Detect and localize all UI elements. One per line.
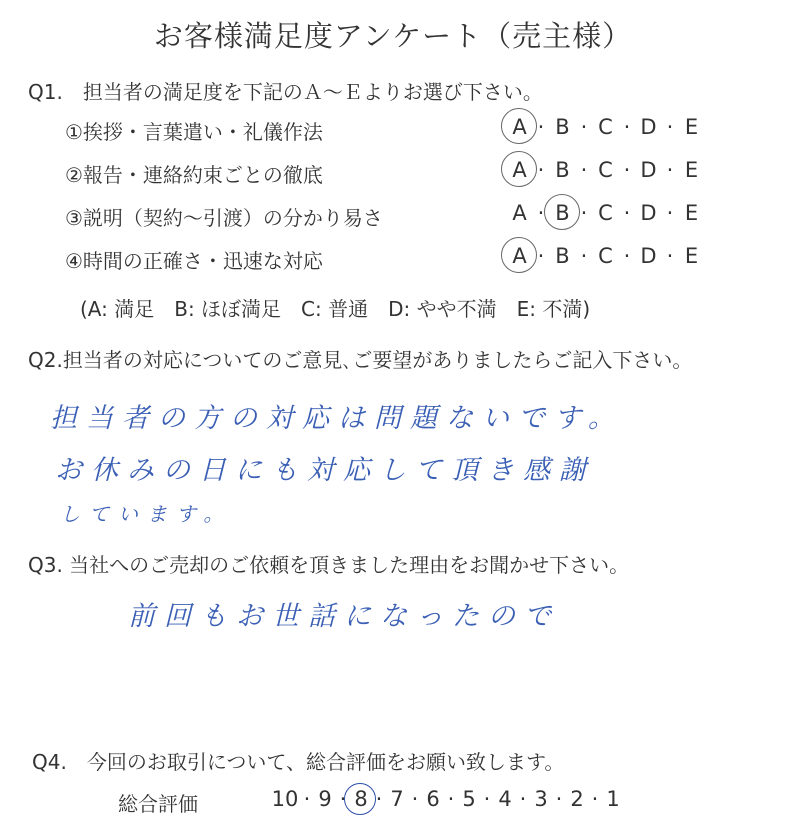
separator: · — [537, 115, 545, 139]
rating-option-e[interactable]: E — [684, 115, 699, 139]
rating-option-a[interactable]: A — [512, 201, 527, 225]
score-option-6[interactable]: 6 — [426, 787, 440, 811]
q2-answer-line-3: しています。 — [60, 502, 233, 526]
q2-question: Q2.担当者の対応についてのご意見､ご要望がありましたらご記入下さい。 — [28, 348, 693, 372]
rating-option-b[interactable]: B — [553, 201, 572, 225]
score-option-1[interactable]: 1 — [606, 787, 620, 811]
q1-item-label: ①挨拶・言葉遣い・礼儀作法 — [65, 120, 323, 144]
rating-option-c[interactable]: C — [598, 244, 613, 268]
separator: · — [375, 787, 383, 811]
q4-question: Q4. 今回のお取引について、総合評価をお願い致します。 — [32, 750, 565, 774]
q3-question: Q3. 当社へのご売却のご依頼を頂きました理由をお聞かせ下さい。 — [28, 553, 630, 577]
q1-item-label: ④時間の正確さ・迅速な対応 — [65, 249, 323, 273]
separator: · — [580, 244, 588, 268]
separator: · — [623, 115, 631, 139]
separator: · — [537, 158, 545, 182]
separator: · — [483, 787, 491, 811]
separator: · — [303, 787, 311, 811]
separator: · — [519, 787, 527, 811]
score-option-7[interactable]: 7 — [390, 787, 404, 811]
score-option-2[interactable]: 2 — [570, 787, 584, 811]
separator: · — [537, 244, 545, 268]
score-option-3[interactable]: 3 — [534, 787, 548, 811]
score-options — [270, 787, 624, 811]
rating-option-a[interactable]: A — [510, 244, 529, 268]
separator: · — [666, 158, 674, 182]
separator: · — [537, 201, 545, 225]
rating-option-b[interactable]: B — [555, 244, 570, 268]
score-option-9[interactable]: 9 — [318, 787, 332, 811]
rating-option-c[interactable]: C — [598, 115, 613, 139]
separator: · — [591, 787, 599, 811]
q1-item-label: ②報告・連絡約束ごとの徹底 — [65, 163, 323, 187]
score-option-10[interactable]: 10 — [271, 787, 299, 811]
q1-rating — [510, 115, 701, 139]
rating-option-e[interactable]: E — [684, 244, 699, 268]
rating-option-b[interactable]: B — [555, 158, 570, 182]
q1-rating — [510, 244, 701, 268]
rating-option-d[interactable]: D — [640, 115, 657, 139]
rating-option-a[interactable]: A — [510, 115, 529, 139]
q2-answer-line-1: 担当者の方の対応は問題ないです。 — [50, 403, 624, 434]
rating-option-c[interactable]: C — [598, 201, 613, 225]
separator: · — [339, 787, 347, 811]
rating-option-c[interactable]: C — [598, 158, 613, 182]
rating-option-d[interactable]: D — [640, 244, 657, 268]
separator: · — [555, 787, 563, 811]
page-title: お客様満足度アンケート（売主様） — [153, 19, 633, 53]
q1-rating — [510, 201, 701, 225]
q3-answer: 前回もお世話になったので — [128, 601, 560, 632]
separator: · — [580, 201, 588, 225]
q4-label: 総合評価 — [118, 792, 198, 816]
separator: · — [666, 201, 674, 225]
score-option-4[interactable]: 4 — [498, 787, 512, 811]
separator: · — [580, 158, 588, 182]
separator: · — [623, 158, 631, 182]
q1-rating — [510, 158, 701, 182]
separator: · — [623, 201, 631, 225]
rating-option-a[interactable]: A — [510, 158, 529, 182]
rating-option-d[interactable]: D — [640, 158, 657, 182]
rating-option-b[interactable]: B — [555, 115, 570, 139]
rating-option-d[interactable]: D — [640, 201, 657, 225]
score-option-8[interactable]: 8 — [350, 787, 372, 811]
q2-answer-line-2: お休みの日にも対応して頂き感謝 — [55, 455, 595, 486]
q1-item-label: ③説明（契約～引渡）の分かり易さ — [65, 206, 383, 230]
score-option-5[interactable]: 5 — [462, 787, 476, 811]
separator: · — [666, 115, 674, 139]
rating-option-e[interactable]: E — [684, 201, 699, 225]
separator: · — [666, 244, 674, 268]
q1-legend: (A: 満足 B: ほぼ満足 C: 普通 D: やや不満 E: 不満) — [80, 297, 591, 321]
rating-option-e[interactable]: E — [684, 158, 699, 182]
separator: · — [623, 244, 631, 268]
q1-question: Q1. 担当者の満足度を下記のＡ～Ｅよりお選び下さい。 — [28, 80, 543, 104]
separator: · — [411, 787, 419, 811]
separator: · — [447, 787, 455, 811]
separator: · — [580, 115, 588, 139]
